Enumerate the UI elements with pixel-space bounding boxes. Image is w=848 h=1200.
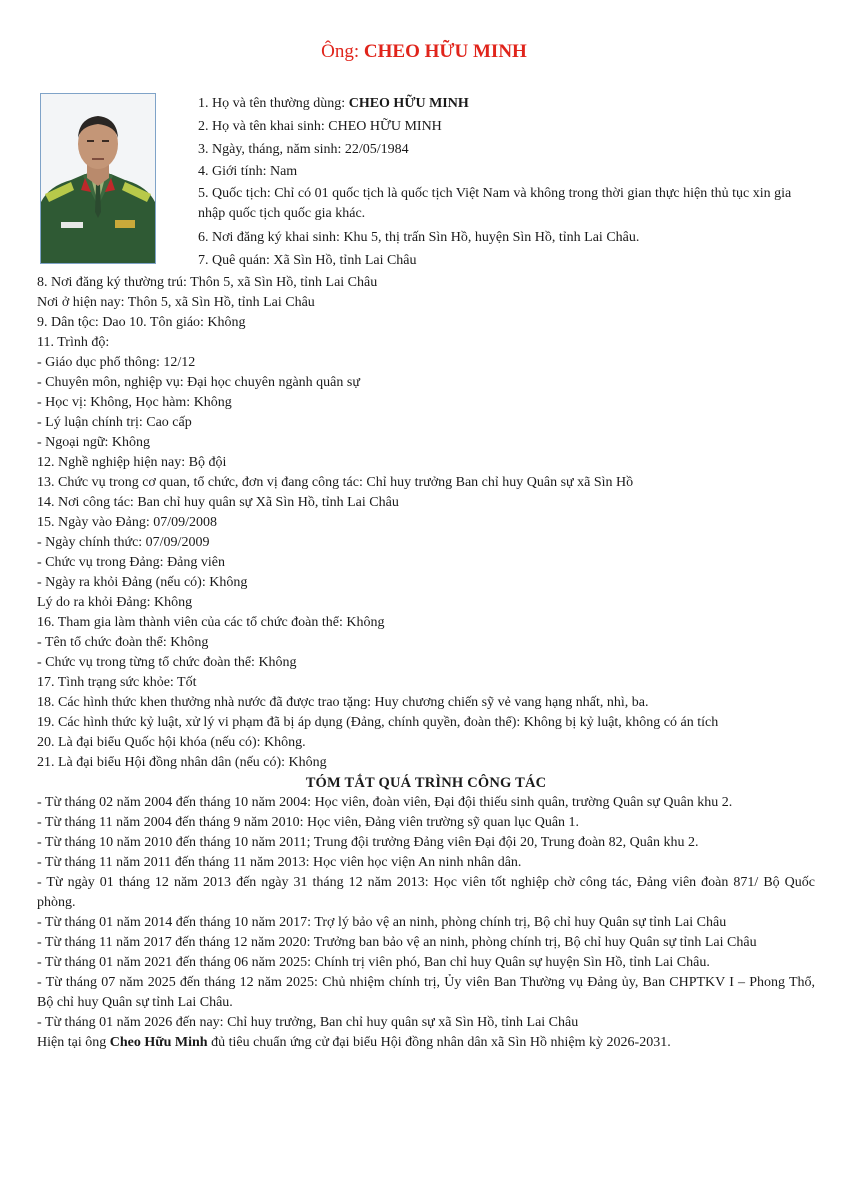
info-line: - Học vị: Không, Học hàm: Không (37, 395, 232, 410)
info-line: Nơi ở hiện nay: Thôn 5, xã Sìn Hồ, tỉnh Lai Châu (37, 295, 315, 310)
work-history-item: - Từ tháng 01 năm 2021 đến tháng 06 năm 2025: Chính trị viên phó, Ban chỉ huy Quân sự huyện Sìn Hồ, tỉnh Lai Châu. (37, 955, 710, 970)
work-history-item: - Từ tháng 11 năm 2017 đến tháng 12 năm 2020: Trưởng ban bảo vệ an ninh, phòng chính trị, Bộ chỉ huy Quân sự tỉnh Lai Châu (37, 935, 757, 950)
work-history-item: - Từ tháng 07 năm 2025 đến tháng 12 năm 2025: Chủ nhiệm chính trị, Ủy viên Ban Thường vụ Đảng ủy, Ban CHPTKV I – Phong Thổ, Bộ chỉ huy Quân sự tỉnh Lai Châu. (37, 975, 815, 1010)
birth-name-line: 2. Họ và tên khai sinh: CHEO HỮU MINH (198, 118, 442, 134)
work-history-item: - Từ tháng 11 năm 2004 đến tháng 9 năm 2010: Học viên, Đảng viên trường sỹ quan lục Quân 1. (37, 815, 580, 830)
info-line: 13. Chức vụ trong cơ quan, tổ chức, đơn vị đang công tác: Chỉ huy trưởng Ban chỉ huy Quân sự xã Sìn Hồ (37, 475, 634, 490)
info-line: 17. Tình trạng sức khỏe: Tốt (37, 675, 197, 690)
closing-name: Cheo Hữu Minh (109, 1035, 208, 1050)
birth-date-line: 3. Ngày, tháng, năm sinh: 22/05/1984 (198, 141, 409, 157)
personal-info-top (198, 93, 808, 273)
candidate-photo (40, 93, 156, 264)
info-line: 19. Các hình thức kỷ luật, xử lý vi phạm đã bị áp dụng (Đảng, chính quyền, đoàn thể): Không bị kỷ luật, không có án tích (37, 715, 719, 730)
work-history-item: - Từ tháng 02 năm 2004 đến tháng 10 năm 2004: Học viên, đoàn viên, Đại đội thiếu sinh quân, trường Quân sự Quân khu 2. (37, 795, 733, 810)
info-line: 11. Trình độ: (37, 335, 110, 350)
info-line: - Giáo dục phổ thông: 12/12 (37, 355, 196, 370)
title-prefix: Ông: (321, 41, 364, 62)
info-line: - Ngày ra khỏi Đảng (nếu có): Không (37, 575, 248, 590)
info-line: - Ngày chính thức: 07/09/2009 (37, 535, 210, 550)
info-line: 8. Nơi đăng ký thường trú: Thôn 5, xã Sìn Hồ, tỉnh Lai Châu (37, 275, 378, 290)
info-line: 16. Tham gia làm thành viên của các tổ chức đoàn thể: Không (37, 615, 385, 630)
work-history-item: - Từ tháng 01 năm 2014 đến tháng 10 năm 2017: Trợ lý bảo vệ an ninh, phòng chính trị, Bộ chỉ huy Quân sự tỉnh Lai Châu (37, 915, 727, 930)
info-line: 15. Ngày vào Đảng: 07/09/2008 (37, 515, 218, 530)
portrait-image (41, 94, 155, 263)
info-line: - Chức vụ trong từng tổ chức đoàn thể: Không (37, 655, 297, 670)
info-line: 20. Là đại biểu Quốc hội khóa (nếu có): Không. (37, 735, 306, 750)
work-history-item: - Từ tháng 10 năm 2010 đến tháng 10 năm 2011; Trung đội trưởng Đảng viên Đại đội 20, Trung đoàn 82, Quân khu 2. (37, 835, 699, 850)
work-history-item: - Từ ngày 01 tháng 12 năm 2013 đến ngày 31 tháng 12 năm 2013: Học viên tốt nghiệp chờ công tác, Đảng viên đoàn 871/ Bộ Quốc phòng. (37, 875, 815, 910)
hometown-line: 7. Quê quán: Xã Sìn Hồ, tỉnh Lai Châu (198, 252, 417, 268)
closing-before: Hiện tại ông (37, 1035, 110, 1050)
info-line: 18. Các hình thức khen thưởng nhà nước đã được trao tặng: Huy chương chiến sỹ vẻ vang hạng nhất, nhì, ba. (37, 695, 649, 710)
info-line: - Chức vụ trong Đảng: Đảng viên (37, 555, 225, 570)
info-line: 9. Dân tộc: Dao 10. Tôn giáo: Không (37, 315, 246, 330)
common-name-value: CHEO HỮU MINH (348, 96, 469, 111)
info-line: 12. Nghề nghiệp hiện nay: Bộ đội (37, 455, 227, 470)
info-line: Lý do ra khỏi Đảng: Không (37, 595, 193, 610)
info-line: - Ngoại ngữ: Không (37, 435, 150, 450)
work-history-item: - Từ tháng 01 năm 2026 đến nay: Chỉ huy trưởng, Ban chỉ huy quân sự xã Sìn Hồ, tỉnh Lai Châu (37, 1015, 579, 1030)
page-title (0, 40, 848, 64)
common-name-line (198, 93, 808, 116)
info-line: - Lý luận chính trị: Cao cấp (37, 415, 192, 430)
info-line: - Chuyên môn, nghiệp vụ: Đại học chuyên ngành quân sự (37, 375, 360, 390)
work-history-item: - Từ tháng 11 năm 2011 đến tháng 11 năm 2013: Học viên học viện An ninh nhân dân. (37, 855, 522, 870)
closing-after: đủ tiêu chuẩn ứng cử đại biểu Hội đồng nhân dân xã Sìn Hồ nhiệm kỳ 2026-2031. (207, 1035, 671, 1050)
work-history-heading: TÓM TẮT QUÁ TRÌNH CÔNG TÁC (305, 775, 547, 791)
document-body (37, 273, 815, 1053)
common-name-label: 1. Họ và tên thường dùng: (198, 96, 349, 111)
birth-registration-line: 6. Nơi đăng ký khai sinh: Khu 5, thị trấn Sìn Hồ, huyện Sìn Hồ, tỉnh Lai Châu. (198, 230, 640, 246)
gender-line: 4. Giới tính: Nam (198, 164, 298, 180)
closing-statement (37, 1033, 815, 1053)
info-line: - Tên tổ chức đoàn thể: Không (37, 635, 209, 650)
info-line: 21. Là đại biểu Hội đồng nhân dân (nếu có): Không (37, 755, 327, 770)
info-line: 14. Nơi công tác: Ban chỉ huy quân sự Xã Sìn Hồ, tỉnh Lai Châu (37, 495, 399, 510)
nationality-line: 5. Quốc tịch: Chỉ có 01 quốc tịch là quốc tịch Việt Nam và không trong thời gian thực hiện thủ tục xin gia nhập quốc tịch quốc gia khác. (198, 186, 792, 222)
title-name: CHEO HỮU MINH (363, 41, 527, 62)
